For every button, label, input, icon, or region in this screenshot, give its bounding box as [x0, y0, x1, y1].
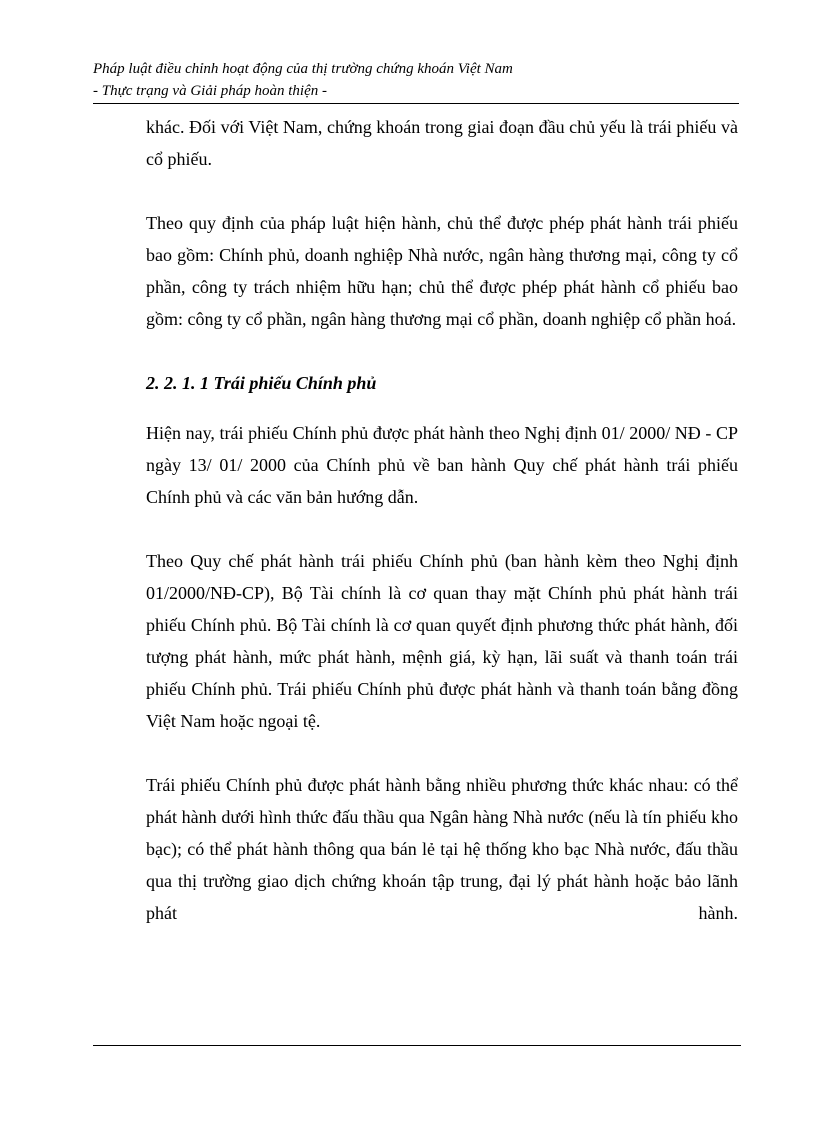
paragraph-decree: Hiện nay, trái phiếu Chính phủ được phát hành theo Nghị định 01/ 2000/ NĐ - CP ngày 13/ 01/ 2000 của Chính phủ về ban hành Quy chế phát hành trái phiếu Chính phủ và các văn bản hướng dẫn. [146, 423, 738, 507]
paragraph-regulation: Theo Quy chế phát hành trái phiếu Chính phủ (ban hành kèm theo Nghị định 01/2000/NĐ-CP), Bộ Tài chính là cơ quan thay mặt Chính phủ phát hành trái phiếu Chính phủ. Bộ Tài chính là cơ quan quyết định phương thức phát hành, đối tượng phát hành, mức phát hành, mệnh giá, kỳ hạn, lãi suất và thanh toán trái phiếu Chính phủ. Trái phiếu Chính phủ được phát hành và thanh toán bằng đồng Việt Nam hoặc ngoại tệ. [146, 551, 738, 731]
running-header [93, 58, 739, 102]
page-body [146, 111, 738, 961]
footer-divider [93, 1045, 741, 1046]
header-divider [93, 103, 739, 104]
section-heading: 2. 2. 1. 1 Trái phiếu Chính phủ [146, 373, 377, 393]
header-title: Pháp luật điều chỉnh hoạt động của thị trường chứng khoán Việt Nam [93, 61, 513, 77]
header-subtitle: - Thực trạng và Giải pháp hoàn thiện - [93, 83, 327, 99]
paragraph-issuers: Theo quy định của pháp luật hiện hành, chủ thể được phép phát hành trái phiếu bao gồm: Chính phủ, doanh nghiệp Nhà nước, ngân hàng thương mại, công ty cổ phần, công ty trách nhiệm hữu hạn; chủ thể được phép phát hành cổ phiếu bao gồm: công ty cổ phần, ngân hàng thương mại cổ phần, doanh nghiệp cổ phần hoá. [146, 213, 738, 329]
paragraph-methods: Trái phiếu Chính phủ được phát hành bằng nhiều phương thức khác nhau: có thể phát hành dưới hình thức đấu thầu qua Ngân hàng Nhà nước (nếu là tín phiếu kho bạc); có thể phát hành thông qua bán lẻ tại hệ thống kho bạc Nhà nước, đấu thầu qua thị trường giao dịch chứng khoán tập trung, đại lý phát hành hoặc bảo lãnh phát hành. [146, 775, 738, 923]
paragraph-continuation: khác. Đối với Việt Nam, chứng khoán trong giai đoạn đầu chủ yếu là trái phiếu và cổ phiếu. [146, 117, 738, 169]
